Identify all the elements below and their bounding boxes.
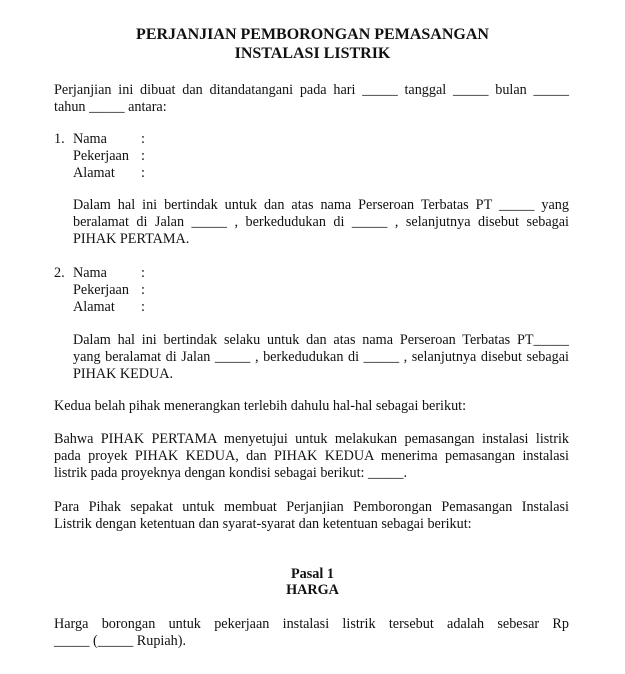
party-1-name-colon: : xyxy=(141,131,145,147)
parties-line-1: Para Pihak sepakat untuk membuat Perjanjian Pemborongan Pemasangan Instalasi xyxy=(54,499,569,515)
pasal-1-subheading: HARGA xyxy=(286,582,339,598)
party-2-address-colon: : xyxy=(141,299,145,315)
party-2-job-colon: : xyxy=(141,282,145,298)
agreement-line-1: Bahwa PIHAK PERTAMA menyetujui untuk melakukan pemasangan instalasi listrik xyxy=(54,431,569,447)
party-1-name-label: Nama xyxy=(73,131,107,147)
intro-line-1: Perjanjian ini dibuat dan ditandatangani pada hari _____ tanggal _____ bulan _____ xyxy=(54,82,569,98)
party-1-number: 1. xyxy=(54,131,65,147)
party-1-job-label: Pekerjaan xyxy=(73,148,129,164)
party-2-desc-line-3: PIHAK KEDUA. xyxy=(73,366,174,382)
party-1-address-colon: : xyxy=(141,165,145,181)
pasal-1-line-1: Harga borongan untuk pekerjaan instalasi listrik tersebut adalah sebesar Rp xyxy=(54,616,569,632)
party-1-job-colon: : xyxy=(141,148,145,164)
party-1-address-label: Alamat xyxy=(73,165,115,181)
party-2-address-label: Alamat xyxy=(73,299,115,315)
intro-line-2: tahun _____ antara: xyxy=(54,99,167,115)
statement-text: Kedua belah pihak menerangkan terlebih dahulu hal-hal sebagai berikut: xyxy=(54,398,467,414)
agreement-line-2: pada proyek PIHAK KEDUA, dan PIHAK KEDUA menerima pemasangan instalasi xyxy=(54,448,569,464)
party-2-job-label: Pekerjaan xyxy=(73,282,129,298)
party-2-desc-line-1: Dalam hal ini bertindak selaku untuk dan atas nama Perseroan Terbatas PT_____ xyxy=(73,332,569,348)
party-2-desc-line-2: yang beralamat di Jalan _____ , berkedudukan di _____ , selanjutnya disebut sebagai xyxy=(73,349,569,365)
document-title-line-2: INSTALASI LISTRIK xyxy=(234,45,391,62)
pasal-1-heading: Pasal 1 xyxy=(291,566,334,582)
pasal-1-line-2: _____ (_____ Rupiah). xyxy=(54,633,187,649)
party-2-name-colon: : xyxy=(141,265,145,281)
party-2-name-label: Nama xyxy=(73,265,107,281)
party-1-desc-line-2: beralamat di Jalan _____ , berkedudukan di _____ , selanjutnya disebut sebagai xyxy=(73,214,569,230)
party-2-number: 2. xyxy=(54,265,65,281)
party-1-desc-line-1: Dalam hal ini bertindak untuk dan atas nama Perseroan Terbatas PT _____ yang xyxy=(73,197,569,213)
parties-line-2: Listrik dengan ketentuan dan syarat-syarat dan ketentuan sebagai berikut: xyxy=(54,516,472,532)
document-title-line-1: PERJANJIAN PEMBORONGAN PEMASANGAN xyxy=(136,26,489,43)
party-1-desc-line-3: PIHAK PERTAMA. xyxy=(73,231,190,247)
agreement-line-3: listrik pada proyeknya dengan kondisi sebagai berikut: _____. xyxy=(54,465,408,481)
